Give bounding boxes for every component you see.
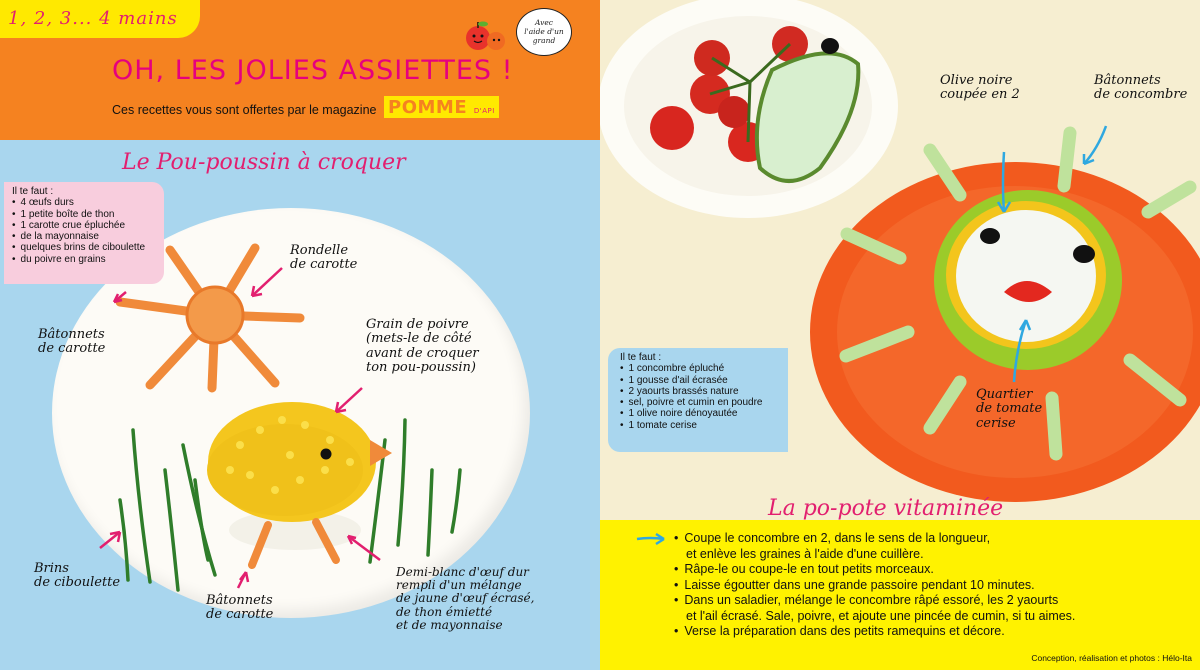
step-item: • Laisse égoutter dans une grande passoire pendant 10 minutes. [674,578,1075,594]
note-line: Olive noire [940,73,1013,88]
bubble-line-1: Avec [535,18,553,27]
step-line: et l'ail écrasé. Sale, poivre, et ajoute une pincée de cumin, si tu aimes. [686,608,1076,623]
step-item [674,593,1075,624]
list-item: • de la mayonnaise [12,231,158,242]
step-line: Coupe le concombre en 2, dans le sens de la longueur, [684,531,991,545]
list-item: • 4 œufs durs [12,197,158,208]
note-line: de carotte [290,257,358,273]
list-item: • 1 petite boîte de thon [12,209,158,220]
list-item: • quelques brins de ciboulette [12,242,158,253]
magazine-name: POMME [388,97,468,118]
olive-icon [821,38,839,54]
note-brins-ciboulette [34,562,120,591]
page-title: OH, LES JOLIES ASSIETTES ! [112,55,514,86]
steps-panel [600,520,1200,670]
note-line: Brins [34,561,69,576]
note-line: Demi-blanc d'œuf dur [396,565,529,579]
list-item: • 1 gousse d'ail écrasée [620,375,782,386]
step-line: Dans un saladier, mélange le concombre râpé essoré, les 2 yaourts [684,593,1059,607]
series-label: 1, 2, 3... 4 mains [8,8,178,29]
ingredients-list [12,197,158,265]
ingredients-box-1 [4,182,164,284]
list-item: • sel, poivre et cumin en poudre [620,397,782,408]
ingredients-list [620,363,782,431]
step-item: • Verse la préparation dans des petits ramequins et décore. [674,624,1075,640]
note-line: ton pou-poussin) [366,359,476,375]
note-line: (mets-le de côté [366,331,472,347]
note-batonnets-carotte-bas [206,594,273,623]
note-line: Bâtonnets [1094,73,1161,88]
note-line: Rondelle [290,243,349,258]
ingredients-title: Il te faut : [12,186,54,197]
note-line: de carotte [38,341,106,357]
note-concombre [1094,74,1187,103]
note-line: avant de croquer [366,345,479,361]
note-line: Grain de poivre [366,317,469,332]
list-item: • 1 carotte crue épluchée [12,220,158,231]
offer-text: Ces recettes vous sont offertes par le magazine [112,103,377,117]
list-item: • 1 tomate cerise [620,420,782,431]
note-line: rempli d'un mélange [396,578,522,593]
list-item: • 1 olive noire dénoyautée [620,408,782,419]
note-line: de carotte [206,607,274,623]
list-item: • 1 concombre épluché [620,363,782,374]
step-item: • Râpe-le ou coupe-le en tout petits morceaux. [674,562,1075,578]
note-batonnets-carotte [38,328,105,357]
note-line: de ciboulette [34,575,121,591]
magazine-sub: D'API [473,107,495,115]
list-item: • 2 yaourts brassés nature [620,386,782,397]
note-line: de concombre [1094,87,1188,103]
right-page [600,0,1200,670]
ingredients-title: Il te faut : [620,352,662,363]
note-rondelle [290,244,357,273]
chick-icon [207,402,392,565]
recipe2-title: La po-pote vitaminée [768,496,1004,521]
bubble-line-2: l'aide d'un [524,27,564,36]
credits: Conception, réalisation et photos : Hélo-Ita [1031,653,1192,663]
note-line: coupée en 2 [940,87,1020,103]
note-grain-poivre [366,318,479,375]
note-line: et de mayonnaise [396,617,503,632]
note-line: de jaune d'œuf écrasé, [396,591,535,606]
step-line: et enlève les graines à l'aide d'une cuillère. [686,546,924,561]
note-olive [940,74,1020,103]
recipe1-title: Le Pou-poussin à croquer [122,150,406,175]
step-arrow-icon [636,532,668,546]
step-item [674,531,1075,562]
note-line: Bâtonnets [38,327,105,342]
note-tomate [976,388,1042,431]
note-line: de tomate [976,401,1043,417]
note-line: cerise [976,415,1016,431]
ingredients-box-2 [608,348,788,452]
steps-list [674,531,1075,640]
note-line: de thon émietté [396,604,493,619]
note-demi-blanc [396,566,534,632]
note-line: Bâtonnets [206,593,273,608]
list-item: • du poivre en grains [12,254,158,265]
note-line: Quartier [976,387,1033,402]
bubble-line-3: grand [532,36,556,45]
